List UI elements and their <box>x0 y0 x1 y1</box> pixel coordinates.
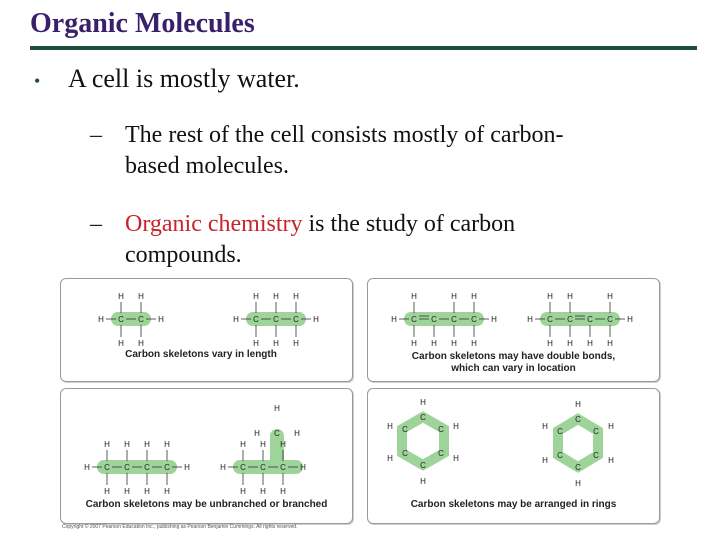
hydrogen-atom: H <box>253 292 259 301</box>
hydrogen-atom: H <box>144 440 150 449</box>
hydrogen-atom: H <box>608 422 614 431</box>
carbon-atom: C <box>567 315 573 324</box>
bullet-dot-icon: • <box>34 71 41 91</box>
carbon-atom: C <box>587 315 593 324</box>
hydrogen-atom: H <box>542 456 548 465</box>
hydrogen-atom: H <box>104 487 110 496</box>
hydrogen-atom: H <box>118 292 124 301</box>
carbon-atom: C <box>557 451 563 460</box>
carbon-atom: C <box>420 461 426 470</box>
hydrogen-atom: H <box>411 339 417 348</box>
hydrogen-atom: H <box>527 315 533 324</box>
hydrogen-atom: H <box>98 315 104 324</box>
carbon-atom: C <box>557 427 563 436</box>
carbon-atom: C <box>547 315 553 324</box>
carbon-atom: C <box>607 315 613 324</box>
slide-title: Organic Molecules <box>30 8 255 39</box>
carbon-skeleton-figure <box>58 275 661 525</box>
sub-bullet-2 <box>90 209 610 271</box>
carbon-atom: C <box>260 463 266 472</box>
carbon-atom: C <box>402 425 408 434</box>
hydrogen-atom: H <box>233 315 239 324</box>
sub-bullet-1-text: The rest of the cell consists mostly of carbon-based molecules. <box>125 122 564 179</box>
carbon-atom: C <box>593 451 599 460</box>
hydrogen-atom: H <box>158 315 164 324</box>
hydrogen-atom: H <box>164 487 170 496</box>
hydrogen-atom: H <box>313 315 319 324</box>
carbon-atom: C <box>575 415 581 424</box>
carbon-atom: C <box>273 315 279 324</box>
hydrogen-atom: H <box>280 487 286 496</box>
hydrogen-atom: H <box>471 292 477 301</box>
carbon-atom: C <box>411 315 417 324</box>
hydrogen-atom: H <box>453 454 459 463</box>
hydrogen-atom: H <box>451 292 457 301</box>
dash-icon: – <box>90 122 102 148</box>
organic-chemistry-term: Organic chemistry <box>125 211 303 237</box>
panel-length <box>60 278 353 382</box>
hydrogen-atom: H <box>138 339 144 348</box>
caption-rings: Carbon skeletons may be arranged in rings <box>410 499 617 510</box>
carbon-atom: C <box>575 463 581 472</box>
hydrogen-atom: H <box>567 339 573 348</box>
hydrogen-atom: H <box>547 339 553 348</box>
caption-branching: Carbon skeletons may be unbranched or branched <box>85 499 328 510</box>
hydrogen-atom: H <box>607 339 613 348</box>
carbon-atom: C <box>471 315 477 324</box>
hydrogen-atom: H <box>420 398 426 407</box>
carbon-atom: C <box>104 463 110 472</box>
hydrogen-atom: H <box>567 292 573 301</box>
carbon-atom: C <box>144 463 150 472</box>
hydrogen-atom: H <box>280 440 286 449</box>
caption-double-bonds-line2: which can vary in location <box>451 363 576 374</box>
hydrogen-atom: H <box>575 479 581 488</box>
hydrogen-atom: H <box>387 454 393 463</box>
bullet-text: A cell is mostly water. <box>68 64 300 93</box>
hydrogen-atom: H <box>260 487 266 496</box>
dash-icon: – <box>90 211 102 237</box>
hydrogen-atom: H <box>164 440 170 449</box>
caption-length: Carbon skeletons vary in length <box>125 349 277 360</box>
hydrogen-atom: H <box>253 339 259 348</box>
carbon-atom: C <box>451 315 457 324</box>
length-diagram <box>61 279 352 381</box>
caption-double-bonds <box>398 351 629 375</box>
hydrogen-atom: H <box>240 487 246 496</box>
caption-double-bonds-line1: Carbon skeletons may have double bonds, <box>411 351 616 362</box>
hydrogen-atom: H <box>294 429 300 438</box>
hydrogen-atom: H <box>607 292 613 301</box>
hydrogen-atom: H <box>627 315 633 324</box>
hydrogen-atom: H <box>274 404 280 413</box>
hydrogen-atom: H <box>451 339 457 348</box>
hydrogen-atom: H <box>254 429 260 438</box>
sub-bullet-2-rest: is the study of carbon compounds. <box>125 211 516 268</box>
hydrogen-atom: H <box>547 292 553 301</box>
hydrogen-atom: H <box>118 339 124 348</box>
carbon-atom: C <box>138 315 144 324</box>
carbon-atom: C <box>293 315 299 324</box>
hydrogen-atom: H <box>391 315 397 324</box>
hydrogen-atom: H <box>491 315 497 324</box>
hydrogen-atom: H <box>608 456 614 465</box>
hydrogen-atom: H <box>453 422 459 431</box>
panel-rings <box>367 388 660 524</box>
carbon-atom: C <box>438 449 444 458</box>
hydrogen-atom: H <box>300 463 306 472</box>
hydrogen-atom: H <box>420 477 426 486</box>
hydrogen-atom: H <box>293 292 299 301</box>
hydrogen-atom: H <box>293 339 299 348</box>
sub-bullet-2-text <box>125 209 610 271</box>
hydrogen-atom: H <box>124 487 130 496</box>
carbon-atom: C <box>124 463 130 472</box>
carbon-atom: C <box>240 463 246 472</box>
carbon-atom: C <box>280 463 286 472</box>
hydrogen-atom: H <box>542 422 548 431</box>
carbon-atom: C <box>593 427 599 436</box>
hydrogen-atom: H <box>575 400 581 409</box>
hydrogen-atom: H <box>184 463 190 472</box>
carbon-atom: C <box>164 463 170 472</box>
title-divider <box>30 46 697 50</box>
hydrogen-atom: H <box>144 487 150 496</box>
hydrogen-atom: H <box>273 339 279 348</box>
hydrogen-atom: H <box>220 463 226 472</box>
hydrogen-atom: H <box>84 463 90 472</box>
hydrogen-atom: H <box>138 292 144 301</box>
hydrogen-atom: H <box>471 339 477 348</box>
hydrogen-atom: H <box>431 339 437 348</box>
hydrogen-atom: H <box>124 440 130 449</box>
hydrogen-atom: H <box>104 440 110 449</box>
carbon-atom: C <box>438 425 444 434</box>
carbon-atom: C <box>402 449 408 458</box>
hydrogen-atom: H <box>260 440 266 449</box>
panel-branching <box>60 388 353 524</box>
hydrogen-atom: H <box>240 440 246 449</box>
bullet-item <box>34 64 300 94</box>
hydrogen-atom: H <box>587 339 593 348</box>
hydrogen-atom: H <box>273 292 279 301</box>
carbon-atom: C <box>253 315 259 324</box>
carbon-atom: C <box>420 413 426 422</box>
hydrogen-atom: H <box>411 292 417 301</box>
hydrogen-atom: H <box>387 422 393 431</box>
carbon-atom: C <box>274 429 280 438</box>
panel-double-bonds <box>367 278 660 382</box>
carbon-atom: C <box>118 315 124 324</box>
carbon-atom: C <box>431 315 437 324</box>
sub-bullet-1 <box>90 120 610 182</box>
copyright-text: Copyright © 2007 Pearson Education Inc., publishing as Pearson Benjamin Cummings. All rights reserved. <box>62 524 298 530</box>
